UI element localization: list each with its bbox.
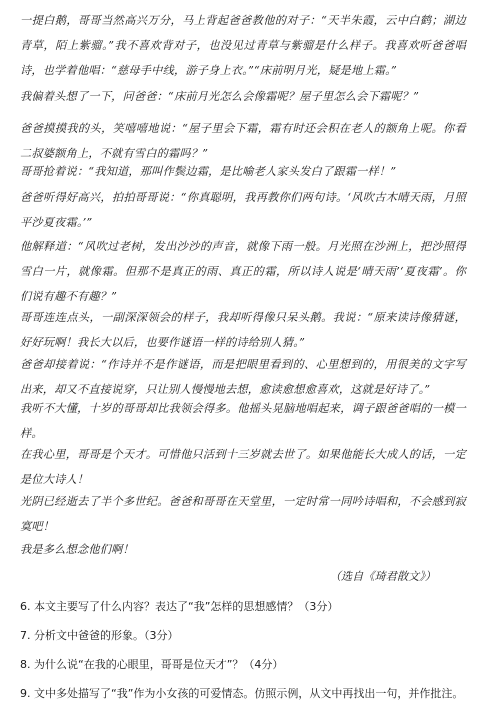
question-8: 8. 为什么说“在我的心眼里，哥哥是位天才”？（4分） <box>20 658 284 671</box>
paragraph-4: 哥哥抢着说：“我知道，那叫作鬓边霜，是比喻老人家头发白了跟霜一样！” <box>20 165 397 178</box>
paragraph-3: 爸爸摸摸我的头，笑嘻嘻地说：“屋子里会下霜，霜有时还会积在老人的额角上呢。你看二叔婆额角上，不就有雪白的霜吗？” <box>20 122 466 160</box>
paragraph-8: 爸爸却接着说：“作诗并不是作谜语，而是把眼里看到的、心里想到的，用很美的文字写出来，却又不直接说穿，只让别人慢慢地去想，愈读愈想愈喜欢，这就是好诗了。” <box>20 358 466 396</box>
question-9: 9. 文中多处描写了“我”作为小女孩的可爱情态。仿照示例，从文中再找出一句，并作批注。 <box>20 687 464 700</box>
paragraph-9: 我听不大懂，十岁的哥哥却比我领会得多。他摇头晃脑地唱起来，调子跟爸爸唱的一模一样。 <box>20 402 466 440</box>
question-7: 7. 分析文中爸爸的形象。（3分） <box>20 629 179 642</box>
paragraph-5: 爸爸听得好高兴，拍拍哥哥说：“你真聪明，我再教你们两句诗。‘风吹古木晴天雨，月照平沙夏夜霜。’” <box>20 191 466 229</box>
paragraph-10: 在我心里，哥哥是个天才。可惜他只活到十三岁就去世了。如果他能长大成人的话，一定是位大诗人！ <box>20 448 466 486</box>
paragraph-12: 我是多么想念他们啊！ <box>20 543 134 556</box>
paragraph-2: 我偏着头想了一下，问爸爸：“床前月光怎么会像霜呢？屋子里怎么会下霜呢？” <box>20 90 420 103</box>
source-citation: （选自《琦君散文》） <box>329 570 436 583</box>
paragraph-11: 光阴已经逝去了半个多世纪。爸爸和哥哥在天堂里，一定时常一同吟诗唱和，不会感到寂寞吧！ <box>20 495 466 533</box>
paragraph-1: 一提白鹅，哥哥当然高兴万分，马上背起爸爸教他的对子：“天半朱霞，云中白鹤；湖边青草，陌上紫骝。”我不喜欢背对子，也没见过青草与紫骝是什么样子。我喜欢听爸爸唱诗，也学着他唱：“慈母手中线，游子身上衣。”“床前明月光，疑是地上霜。” <box>20 14 466 77</box>
paragraph-7: 哥哥连连点头，一副深深领会的样子，我却听得像只呆头鹅。我说：“原来读诗像猜谜，好好玩啊！我长大以后，也要作谜语一样的诗给别人猜。” <box>20 311 466 349</box>
paragraph-6: 他解释道：“风吹过老树，发出沙沙的声音，就像下雨一般。月光照在沙洲上，把沙照得雪白一片，就像霜。但那不是真正的雨、真正的霜，所以诗人说是‘晴天雨’‘夏夜霜’。你们说有趣不有趣？” <box>20 240 466 303</box>
question-6: 6. 本文主要写了什么内容？表达了“我”怎样的思想感情？（3分） <box>20 600 339 613</box>
